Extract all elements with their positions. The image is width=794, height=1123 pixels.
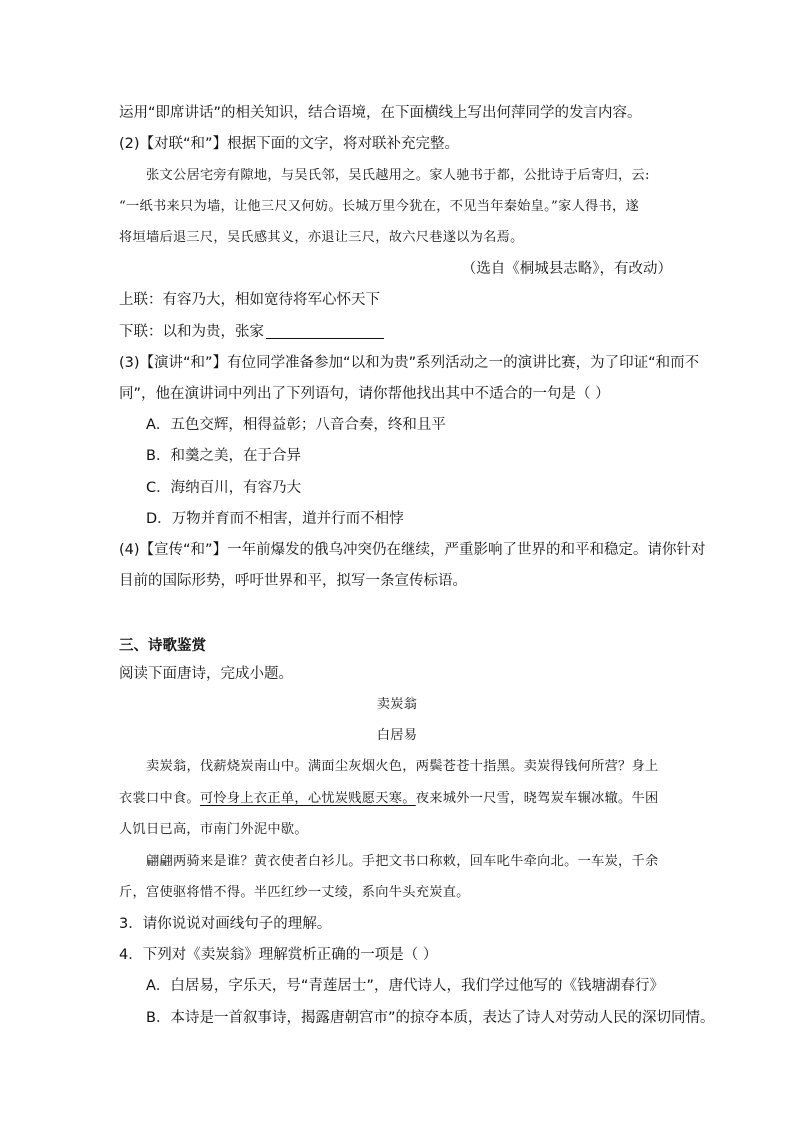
couplet-lower — [119, 322, 384, 342]
poem-line-3: 人饥日已高，市南门外泥中歇。 — [119, 822, 308, 837]
option-c: C．海纳百川，有容乃大 — [146, 480, 302, 496]
intro-text: 运用“即席讲话”的相关知识，结合语境，在下面横线上写出何萍同学的发言内容。 — [119, 105, 642, 121]
question-2: (2)【对联“和”】根据下面的文字，将对联补充完整。 — [119, 136, 460, 152]
question-3b: 3．请你说说对画线句子的理解。 — [119, 916, 332, 932]
question-4b-option-a: A．白居易，字乐天，号“青莲居士”，唐代诗人，我们学过他写的《钱塘湖春行》 — [146, 978, 664, 994]
couplet-lower-text: 下联：以和为贵，张家 — [119, 324, 264, 340]
option-b: B．和羹之美，在于合异 — [146, 448, 301, 464]
passage-line-1: 张文公居宅旁有隙地，与吴氏邻，吴氏越用之。家人驰书于都，公批诗于后寄归，云: — [146, 168, 650, 183]
option-a: A．五色交辉，相得益彰；八音合奏，终和且平 — [146, 417, 446, 433]
poem-title: 卖炭翁 — [376, 697, 418, 712]
couplet-upper: 上联：有容乃大，相如宽待将军心怀天下 — [119, 292, 380, 308]
underlined-sentence: 可怜身上衣正单，心忧炭贱愿天寒。 — [199, 791, 416, 806]
option-d: D．万物并育而不相害，道并行而不相悖 — [146, 511, 404, 527]
poem-line-1: 卖炭翁，伐薪烧炭南山中。满面尘灰烟火色，两鬓苍苍十指黑。卖炭得钱何所营？身上 — [146, 759, 659, 774]
section-instruction: 阅读下面唐诗，完成小题。 — [119, 666, 293, 682]
poem-line-4: 翩翩两骑来是谁？黄衣使者白衫儿。手把文书口称敕，回车叱牛牵向北。一车炭，千余 — [146, 854, 659, 869]
question-3-line-2: 同”，他在演讲词中列出了下列语句，请你帮他找出其中不适合的一句是（ ） — [119, 386, 610, 402]
poem-author: 白居易 — [376, 728, 418, 743]
section-heading: 三、诗歌鉴赏 — [119, 638, 206, 654]
answer-blank[interactable] — [266, 323, 384, 339]
poem-line-2-post: 夜来城外一尺雪，晓驾炭车辗冰辙。牛困 — [415, 791, 659, 806]
question-4-line-1: (4)【宣传“和”】一年前爆发的俄乌冲突仍在继续，严重影响了世界的和平和稳定。请你针对 — [119, 542, 706, 558]
question-4b: 4．下列对《卖炭翁》理解赏析正确的一项是（ ） — [119, 947, 438, 963]
question-3-line-1: (3)【演讲“和”】有位同学准备参加“以和为贵”系列活动之一的演讲比赛，为了印证“和而不 — [119, 355, 700, 371]
poem-line-5: 斤，宫使驱将惜不得。半匹红纱一丈绫，系向牛头充炭直。 — [119, 885, 470, 900]
poem-line-2 — [119, 789, 659, 809]
passage-line-3: 将垣墙后退三尺，吴氏感其义，亦退让三尺，故六尺巷遂以为名焉。 — [119, 230, 524, 245]
question-4b-option-b: B．本诗是一首叙事诗，揭露唐朝宫市”的掠夺本质，表达了诗人对劳动人民的深切同情。 — [146, 1010, 715, 1026]
passage-source: （选自《桐城县志略》，有改动） — [461, 261, 672, 277]
passage-line-2: “一纸书来只为墙，让他三尺又何妨。长城万里今犹在，不见当年秦始皇。”家人得书，遂 — [119, 199, 640, 214]
poem-line-2-pre: 衣裳口中食。 — [119, 791, 200, 806]
question-4-line-2: 目前的国际形势，呼吁世界和平，拟写一条宣传标语。 — [119, 573, 467, 589]
